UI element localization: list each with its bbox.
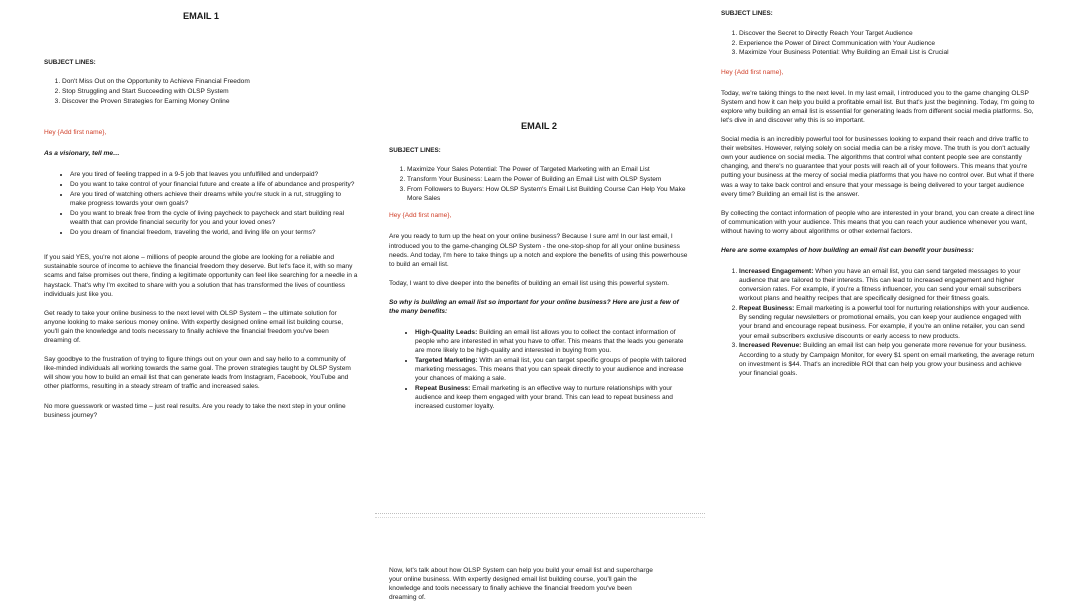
email3-examples-heading: Here are some examples of how building an email list can benefit your business: <box>721 246 974 254</box>
email2-continued <box>389 566 659 612</box>
email3-subject-2: 2. Experience the Power of Direct Communication with Your Audience <box>739 39 1035 48</box>
email2-subject-1: 1. Maximize Your Sales Potential: The Power of Targeted Marketing with an Email List <box>407 165 689 174</box>
email2-question: So why is building an email list so important for your online business? Here are just a few of the many benefits: <box>389 298 679 315</box>
email2-benefit-3 <box>415 384 689 411</box>
email3-subject-1: 1. Discover the Secret to Directly Reach Your Target Audience <box>739 29 1035 38</box>
page-break-divider <box>375 517 705 519</box>
email1-bullet-1: • Are you tired of feeling trapped in a 9-5 job that leaves you unfulfilled and underpaid? <box>70 170 358 179</box>
email1-greeting: Hey {Add first name}, <box>44 129 107 137</box>
email2-benefit-3-label: Repeat Business: <box>415 385 471 393</box>
email1-subject-heading: SUBJECT LINES: <box>44 58 96 66</box>
email3-section <box>721 10 1035 394</box>
email1-bullet-3: • Are you tired of watching others achieve their dreams while you're stuck in a rut, struggling to make progress towards your own goals? <box>70 190 358 208</box>
email1-bullet-list <box>44 170 358 237</box>
email3-paragraph-2: Social media is an incredibly powerful tool for businesses looking to expand their reach and drive traffic to their websites. However, relying solely on social media can be a risky move. The truth is you don't actually own your audience on social media. The algorithms that control what content people see are constantly changing, and there's no guarantee that your posts will reach all of your followers. This means that you're putting your business at the mercy of social media platforms that you have no control over. But what if there was a way to take back control and ensure that your message is being delivered to your target audience every time? Building an email list is the answer. <box>721 136 1034 198</box>
email1-subject-3: 3. Discover the Proven Strategies for Earning Money Online <box>62 97 358 106</box>
email3-greeting: Hey {Add first name}, <box>721 68 784 76</box>
page-break-divider <box>375 513 705 515</box>
email2-benefit-2-label: Targeted Marketing: <box>415 357 478 365</box>
email1-bullet-4: • Do you want to break free from the cycle of living paycheck to paycheck and start building real wealth that can provide financial security for you and your loved ones? <box>70 209 358 227</box>
email3-subject-list <box>721 29 1035 58</box>
email1-paragraph-4: No more guesswork or wasted time – just real results. Are you ready to take the next step in your online business journey? <box>44 402 346 419</box>
email2-benefit-1 <box>415 328 689 355</box>
email2-subject-heading: SUBJECT LINES: <box>389 146 441 154</box>
email1-bullet-2: • Do you want to take control of your financial future and create a life of abundance and prosperity? <box>70 180 358 189</box>
email2-subject-2: 2. Transform Your Business: Learn the Power of Building an Email List with OLSP System <box>407 175 689 184</box>
email2-section <box>389 120 689 428</box>
email2-subject-list <box>389 165 689 203</box>
email1-section <box>44 10 358 430</box>
email3-example-list <box>721 267 1035 378</box>
email3-example-1 <box>739 267 1035 303</box>
email3-paragraph-1: Today, we're taking things to the next level. In my last email, I introduced you to the game changing OLSP System and how it can help you build a profitable email list. But that's just the beginning. Today, I'm going to explore why building an email list is essential for generating leads from different social media platforms. So, let's dive in and discover why this is so important. <box>721 89 1035 124</box>
email1-subject-2: 2. Stop Struggling and Start Succeeding with OLSP System <box>62 87 358 96</box>
email2-closing: Now, let's talk about how OLSP System can help you build your email list and supercharge your online business. With expertly designed email list building course, you'll gain the knowledge and tools necessary to finally achieve the financial freedom you've been dreaming of. <box>389 567 653 602</box>
email2-benefit-list <box>389 328 689 411</box>
email2-benefit-1-label: High-Quality Leads: <box>415 329 478 337</box>
email3-example-2-text: Email marketing is a powerful tool for nurturing relationships with your audience. By sending regular newsletters or promotional emails, you can keep your audience engaged with your brand and encourage repeat business. For example, if you're an online retailer, you can send your email subscribers exclusive discounts or early access to new products. <box>739 305 1030 340</box>
email3-example-2 <box>739 304 1035 340</box>
email3-example-2-label: Repeat Business: <box>739 305 795 313</box>
email2-subject-3: 3. From Followers to Buyers: How OLSP System's Email List Building Course Can Help You Make More Sales <box>407 185 689 203</box>
email1-subject-1: 1. Don't Miss Out on the Opportunity to Achieve Financial Freedom <box>62 77 358 86</box>
email3-example-1-label: Increased Engagement: <box>739 268 814 276</box>
email2-benefit-2 <box>415 356 689 383</box>
email3-subject-3: 3. Maximize Your Business Potential: Why Building an Email List is Crucial <box>739 48 1035 57</box>
email3-example-3-label: Increased Revenue: <box>739 342 802 350</box>
email1-bullet-5: • Do you dream of financial freedom, traveling the world, and living life on your terms? <box>70 228 358 237</box>
email2-benefit-1-text: Building an email list allows you to collect the contact information of people who are interested in what you have to offer. This means that the leads you generate are more likely to be high-quality and interested in buying from you. <box>415 329 684 355</box>
email1-paragraph-2: Get ready to take your online business to the next level with OLSP System – the ultimate solution for anyone looking to make serious money online. With expertly designed online email list building course, you'll gain the knowledge and tools necessary to finally achieve the financial freedom you've been dreaming of. <box>44 309 344 345</box>
email1-paragraph-3: Say goodbye to the frustration of trying to figure things out on your own and say hello to a community of like-minded individuals all working towards the same goal. The proven strategies taught by OLSP System will show you how to build an email list that can generate leads from Instagram, Facebook, YouTube and other platforms, resulting in a steady stream of traffic and increased sales. <box>44 356 351 391</box>
email1-title: EMAIL 1 <box>182 11 220 21</box>
email3-example-1-text: When you have an email list, you can send targeted messages to your audience that are tailored to their interests. This can lead to increased engagement and higher conversion rates. For example, if you're a fitness influencer, you can send your email subscribers workout plans and healthy recipes that are specifically designed for their fitness goals. <box>739 268 1022 303</box>
email1-paragraph-1: If you said YES, you're not alone – millions of people around the globe are looking for a reliable and sustainable source of income to achieve the financial freedom they deserve. But let's face it, with so many scams and false promises out there, finding a legitimate opportunity can feel like searching for a needle in a haystack. That's why I'm excited to share with you a solution that has transformed the lives of countless individuals just like you. <box>44 254 358 298</box>
email3-example-3 <box>739 341 1035 377</box>
email2-greeting: Hey {Add first name}, <box>389 212 452 220</box>
email3-subject-heading: SUBJECT LINES: <box>721 10 773 17</box>
email2-paragraph-1: Are you ready to turn up the heat on your online business? Because I sure am! In our last email, I introduced you to the game-changing OLSP System - the one-stop-shop for all your online business needs. And today, I'm here to take things up a notch and explore the benefits of using this powerhouse to build an email list. <box>389 233 688 268</box>
email1-subject-list <box>44 77 358 106</box>
email1-lead: As a visionary, tell me… <box>44 150 120 158</box>
email2-paragraph-2: Today, I want to dive deeper into the benefits of building an email list using this powerful system. <box>389 279 669 287</box>
email2-benefit-2-text: With an email list, you can target specific groups of people with tailored marketing messages. This means that you can speak directly to your audience and increase your chances of making a sale. <box>415 357 687 383</box>
email2-title: EMAIL 2 <box>520 121 558 131</box>
email3-example-3-text: Building an email list can help you generate more revenue for your business. According to a study by Campaign Monitor, for every $1 spent on email marketing, the average return on investment is $44. That's an incredible ROI that can help you grow your business and achieve your financial goals. <box>739 342 1035 377</box>
email2-benefit-3-text: Email marketing is an effective way to nurture relationships with your audience and keep them engaged with your brand. This can lead to repeat business and increased customer loyalty. <box>415 385 673 411</box>
email3-paragraph-3: By collecting the contact information of people who are interested in your brand, you can create a direct line of communication with your audience. This means that you can reach your audience whenever you want, without having to worry about algorithms or other external factors. <box>721 209 1035 235</box>
